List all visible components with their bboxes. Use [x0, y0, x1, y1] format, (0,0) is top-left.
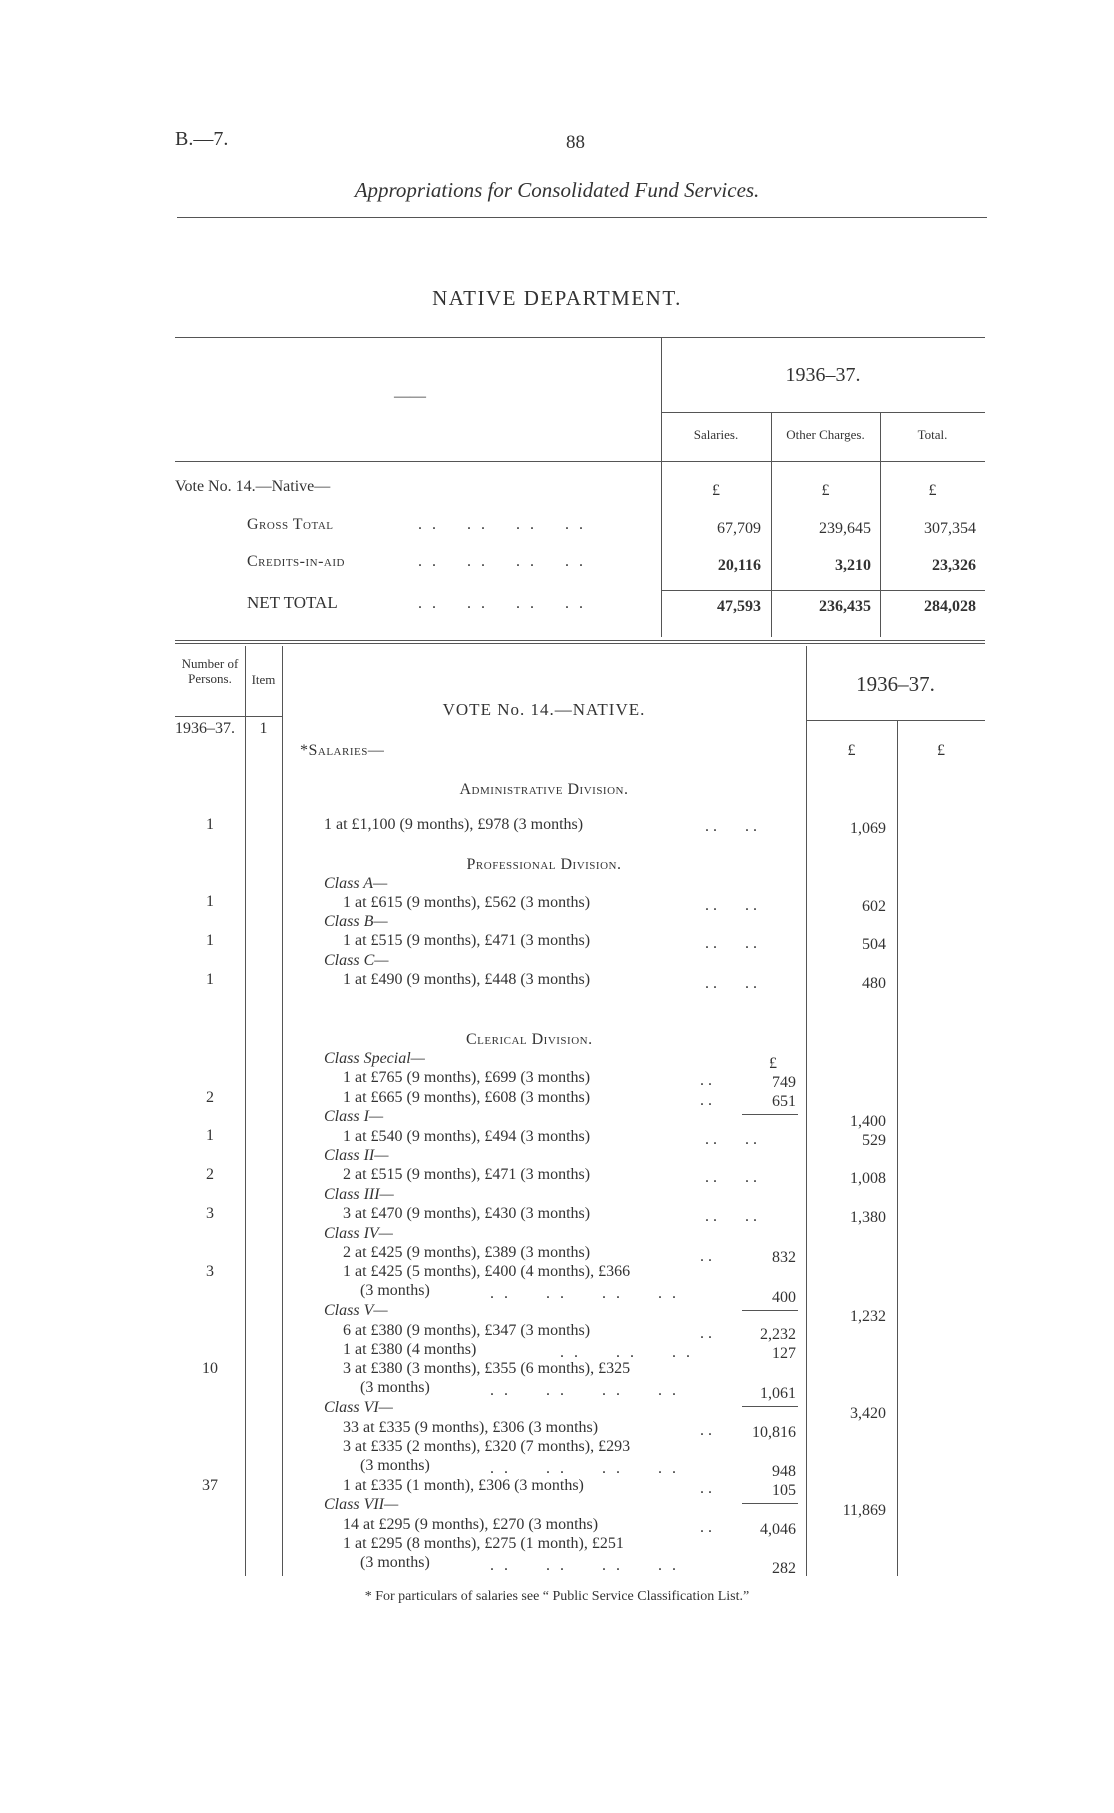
- prof-class-c: Class C—: [324, 952, 389, 969]
- detail-currency-1: £: [847, 742, 856, 759]
- running-title: Appropriations for Consolidated Fund Services.: [354, 178, 760, 202]
- document-reference: B.—7.: [175, 128, 229, 150]
- summary-year: 1936–37.: [785, 364, 861, 386]
- vote-label: Vote No. 14.—Native—: [175, 478, 331, 495]
- class-4-line-2b: (3 months): [360, 1282, 430, 1299]
- class-special: Class Special—: [324, 1050, 425, 1067]
- gross-salaries: 67,709: [717, 520, 761, 537]
- header-rule: [177, 217, 987, 218]
- class-1: Class I—: [324, 1108, 384, 1125]
- credits-salaries: 20,116: [717, 557, 761, 574]
- class-1-total: 529: [862, 1132, 886, 1149]
- col-other-charges: Other Charges.: [786, 427, 865, 442]
- class-5-amount-3: 1,061: [760, 1385, 796, 1402]
- gross-total-label: Gross Total: [247, 516, 334, 533]
- admin-persons: 1: [206, 816, 214, 833]
- class-6: Class VI—: [324, 1399, 393, 1416]
- prof-amount-c: 480: [862, 975, 886, 992]
- class-6-amount-2: 948: [772, 1463, 796, 1480]
- class-2-total: 1,008: [850, 1170, 886, 1187]
- special-amount-2: 651: [772, 1093, 796, 1110]
- vote-title: VOTE No. 14.—NATIVE.: [442, 700, 646, 719]
- sub-currency: £: [769, 1055, 777, 1072]
- class-5: Class V—: [324, 1302, 388, 1319]
- prof-persons-c: 1: [206, 971, 214, 988]
- net-other: 236,435: [819, 598, 871, 615]
- clerical-heading: Clerical Division.: [466, 1031, 593, 1048]
- class-5-amount-2: 127: [772, 1345, 796, 1362]
- class-5-persons: 10: [202, 1360, 218, 1377]
- col-total: Total.: [917, 427, 948, 442]
- class-6-line-1: 33 at £335 (9 months), £306 (3 months): [343, 1419, 599, 1436]
- class-6-line-2a: 3 at £335 (2 months), £320 (7 months), £293: [343, 1438, 631, 1455]
- prof-heading: Professional Division.: [466, 856, 622, 873]
- col-persons: Number of Persons.: [181, 656, 239, 686]
- class-4-line-2a: 1 at £425 (5 months), £400 (4 months), £366: [343, 1263, 631, 1280]
- net-total-label: NET TOTAL: [247, 593, 338, 612]
- credits-total: 23,326: [932, 557, 976, 574]
- class-6-total: 11,869: [842, 1502, 886, 1519]
- class-5-total: 3,420: [850, 1405, 886, 1422]
- class-3-line: 3 at £470 (9 months), £430 (3 months): [343, 1205, 591, 1222]
- net-total-leaders: . . . . . . . .: [418, 595, 586, 612]
- col-salaries: Salaries.: [693, 427, 739, 442]
- net-salaries: 47,593: [717, 598, 761, 615]
- class-4-amount-2: 400: [772, 1289, 796, 1306]
- credits-other: 3,210: [835, 557, 871, 574]
- admin-heading: Administrative Division.: [459, 781, 629, 798]
- class-7-line-2a: 1 at £295 (8 months), £275 (1 month), £251: [343, 1535, 624, 1552]
- detail-currency-2: £: [937, 742, 945, 759]
- item-number: 1: [259, 720, 268, 737]
- class-4-total: 1,232: [850, 1308, 886, 1325]
- summary-dash: ——: [394, 388, 426, 405]
- prof-line-b: 1 at £515 (9 months), £471 (3 months): [343, 932, 591, 949]
- gross-total: 307,354: [924, 520, 976, 537]
- prof-class-b: Class B—: [324, 913, 388, 930]
- prof-line-a: 1 at £615 (9 months), £562 (3 months): [343, 894, 591, 911]
- class-1-line: 1 at £540 (9 months), £494 (3 months): [343, 1128, 591, 1145]
- class-4-amount-1: 832: [772, 1249, 796, 1266]
- special-total: 1,400: [850, 1113, 886, 1130]
- special-amount-1: 749: [772, 1074, 796, 1091]
- class-4-persons: 3: [206, 1263, 214, 1280]
- class-6-line-2b: (3 months): [360, 1457, 430, 1474]
- class-6-amount-3: 105: [772, 1482, 796, 1499]
- prof-line-c: 1 at £490 (9 months), £448 (3 months): [343, 971, 591, 988]
- class-3-total: 1,380: [850, 1209, 886, 1226]
- salaries-heading: *Salaries—: [300, 742, 385, 759]
- prof-amount-a: 602: [862, 898, 886, 915]
- gross-total-leaders: . . . . . . . .: [418, 516, 586, 533]
- class-5-line-3b: (3 months): [360, 1379, 430, 1396]
- net-total: 284,028: [924, 598, 976, 615]
- prof-persons-a: 1: [206, 893, 214, 910]
- class-7-amount-2: 282: [772, 1560, 796, 1577]
- detail-year: 1936–37.: [856, 672, 935, 696]
- class-6-amount-1: 10,816: [752, 1424, 796, 1441]
- class-7-line-1: 14 at £295 (9 months), £270 (3 months): [343, 1516, 599, 1533]
- class-4-line-1: 2 at £425 (9 months), £389 (3 months): [343, 1244, 591, 1261]
- prof-persons-b: 1: [206, 932, 214, 949]
- col-item: Item: [251, 672, 276, 687]
- class-2-persons: 2: [206, 1166, 214, 1183]
- class-4: Class IV—: [324, 1225, 393, 1242]
- class-2: Class II—: [324, 1147, 389, 1164]
- persons-year: 1936–37.: [175, 720, 235, 737]
- class-2-line: 2 at £515 (9 months), £471 (3 months): [343, 1166, 591, 1183]
- class-6-persons: 37: [202, 1477, 218, 1494]
- special-line-2: 1 at £665 (9 months), £608 (3 months): [343, 1089, 591, 1106]
- class-5-line-2: 1 at £380 (4 months): [343, 1341, 477, 1358]
- class-6-line-3: 1 at £335 (1 month), £306 (3 months): [343, 1477, 584, 1494]
- class-3-persons: 3: [206, 1205, 214, 1222]
- page-number: 88: [566, 132, 585, 153]
- class-7-line-2b: (3 months): [360, 1554, 430, 1571]
- credits-label: Credits-in-aid: [247, 553, 345, 570]
- special-persons: 2: [206, 1089, 214, 1106]
- class-7-amount-1: 4,046: [760, 1521, 796, 1538]
- department-title: NATIVE DEPARTMENT.: [432, 286, 682, 310]
- admin-amount: 1,069: [850, 820, 886, 837]
- special-line-1: 1 at £765 (9 months), £699 (3 months): [343, 1069, 591, 1086]
- currency-salaries: £: [712, 482, 720, 499]
- prof-amount-b: 504: [862, 936, 886, 953]
- prof-class-a: Class A—: [324, 875, 388, 892]
- class-5-line-3a: 3 at £380 (3 months), £355 (6 months), £325: [343, 1360, 631, 1377]
- class-3: Class III—: [324, 1186, 394, 1203]
- class-5-line-1: 6 at £380 (9 months), £347 (3 months): [343, 1322, 591, 1339]
- class-7: Class VII—: [324, 1496, 399, 1513]
- footnote: * For particulars of salaries see “ Public Service Classification List.”: [364, 1589, 750, 1604]
- class-1-persons: 1: [206, 1127, 214, 1144]
- currency-other: £: [821, 482, 830, 499]
- currency-total: £: [928, 482, 937, 499]
- gross-other: 239,645: [819, 520, 871, 537]
- class-5-amount-1: 2,232: [760, 1326, 796, 1343]
- credits-leaders: . . . . . . . .: [418, 553, 586, 570]
- admin-line: 1 at £1,100 (9 months), £978 (3 months): [324, 816, 584, 833]
